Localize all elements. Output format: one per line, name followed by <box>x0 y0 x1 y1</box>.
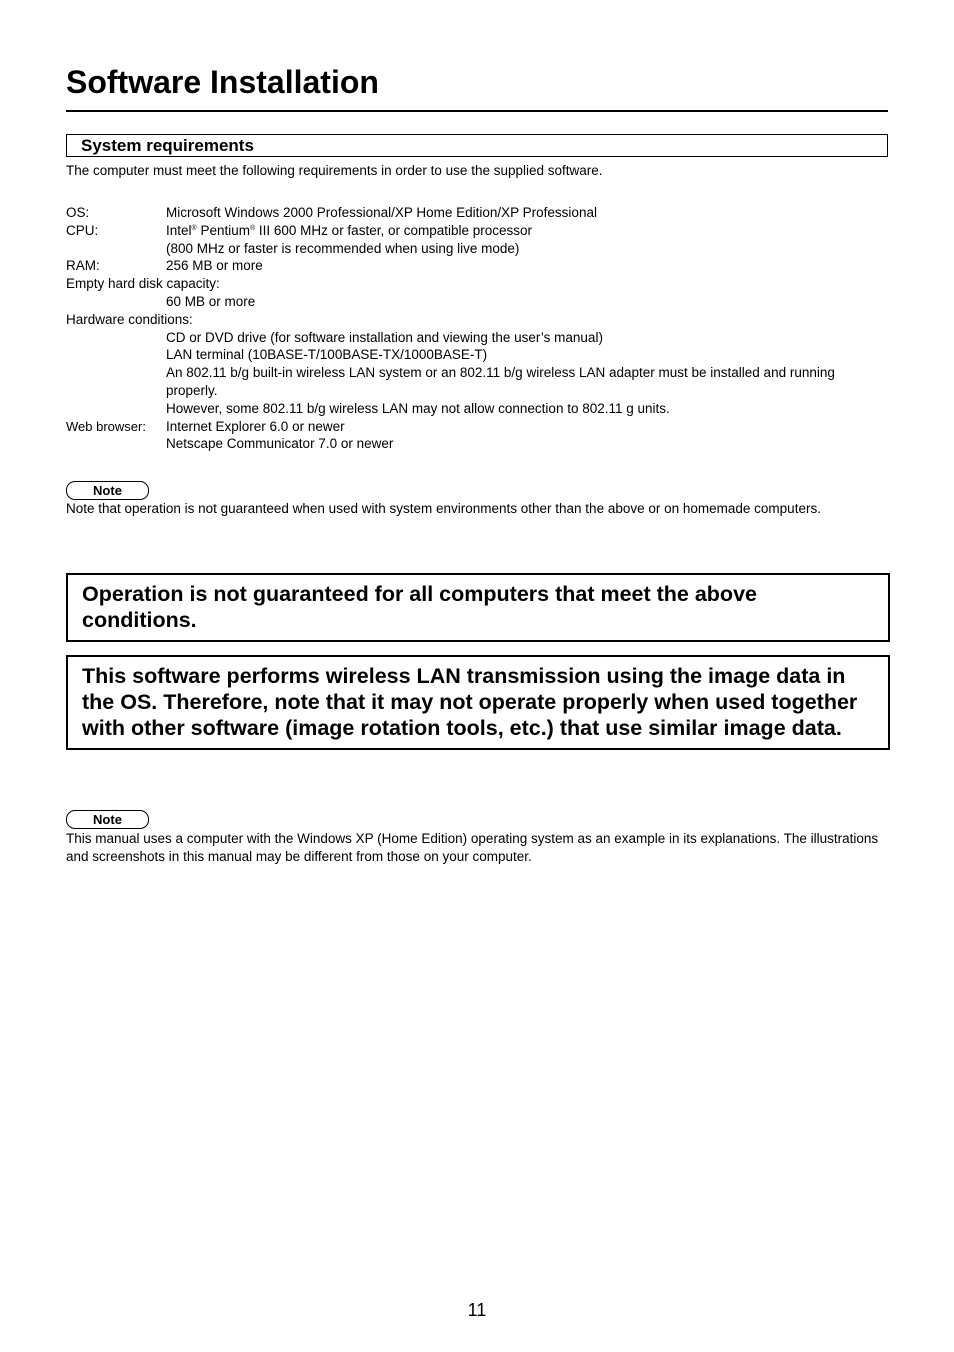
note-text: This manual uses a computer with the Windows XP (Home Edition) operating system as an example in its explanations. The illustrations and screenshots in this manual may be different from those on your computer. <box>66 831 879 864</box>
requirement-hardware-4 <box>66 400 888 418</box>
page-number: 11 <box>467 1300 487 1320</box>
registered-mark: ® <box>191 224 197 232</box>
registered-mark: ® <box>249 224 256 232</box>
requirement-hardware-3 <box>66 364 888 400</box>
requirements-list <box>66 204 888 453</box>
cpu-value <box>166 222 888 240</box>
section-heading-box <box>66 134 888 157</box>
requirement-cpu-note <box>66 240 888 258</box>
requirement-hardware-label-row <box>66 311 888 329</box>
requirement-browser <box>66 418 888 436</box>
page-title: Software Installation <box>66 64 379 100</box>
ram-value: 256 MB or more <box>166 258 263 274</box>
requirement-browser-2 <box>66 435 888 453</box>
cpu-brand-intel: Intel <box>166 222 192 238</box>
section-heading: System requirements <box>81 136 254 155</box>
cpu-brand-pentium: Pentium <box>196 222 250 238</box>
cpu-note: (800 MHz or faster is recommended when using live mode) <box>166 240 520 256</box>
requirement-cpu <box>66 222 888 240</box>
requirement-disk <box>66 293 888 311</box>
disk-value: 60 MB or more <box>166 293 256 309</box>
requirement-ram <box>66 257 888 275</box>
note-badge: Note <box>66 481 149 500</box>
note-badge: Note <box>66 810 149 829</box>
cpu-spec: III 600 MHz or faster, or compatible processor <box>255 222 533 238</box>
ram-label: RAM: <box>66 258 100 274</box>
hardware-line: LAN terminal (10BASE-T/100BASE-TX/1000BASE-T) <box>166 347 488 363</box>
os-label: OS: <box>66 205 90 220</box>
requirement-disk-label-row <box>66 275 888 293</box>
web-browser-line: Netscape Communicator 7.0 or newer <box>166 436 394 452</box>
title-divider <box>66 110 888 112</box>
hardware-line: CD or DVD drive (for software installation and viewing the user’s manual) <box>166 329 603 345</box>
note-text: Note that operation is not guaranteed when used with system environments other than the above or on homemade computers. <box>66 501 821 516</box>
requirement-os <box>66 204 888 222</box>
intro-text: The computer must meet the following requirements in order to use the supplied software. <box>66 163 603 178</box>
os-value: Microsoft Windows 2000 Professional/XP Home Edition/XP Professional <box>166 205 597 220</box>
warning-text: Operation is not guaranteed for all computers that meet the above conditions. <box>82 582 757 632</box>
requirement-hardware-2 <box>66 346 888 364</box>
warning-text: This software performs wireless LAN transmission using the image data in the OS. Therefore, note that it may not operate properly when used together with other software (image rotation tools, etc.) that use similar image data. <box>82 664 858 740</box>
web-browser-label: Web browser: <box>66 418 146 434</box>
hardware-label: Hardware conditions: <box>66 311 193 327</box>
warning-box <box>66 573 890 642</box>
cpu-label: CPU: <box>66 222 99 238</box>
hardware-line: An 802.11 b/g built-in wireless LAN system or an 802.11 b/g wireless LAN adapter must be installed and running properly. <box>166 365 835 398</box>
requirement-hardware-1 <box>66 329 888 347</box>
hardware-line: However, some 802.11 b/g wireless LAN may not allow connection to 802.11 g units. <box>166 400 670 416</box>
web-browser-line: Internet Explorer 6.0 or newer <box>166 418 345 434</box>
disk-label: Empty hard disk capacity: <box>66 276 220 292</box>
warning-box <box>66 655 890 750</box>
